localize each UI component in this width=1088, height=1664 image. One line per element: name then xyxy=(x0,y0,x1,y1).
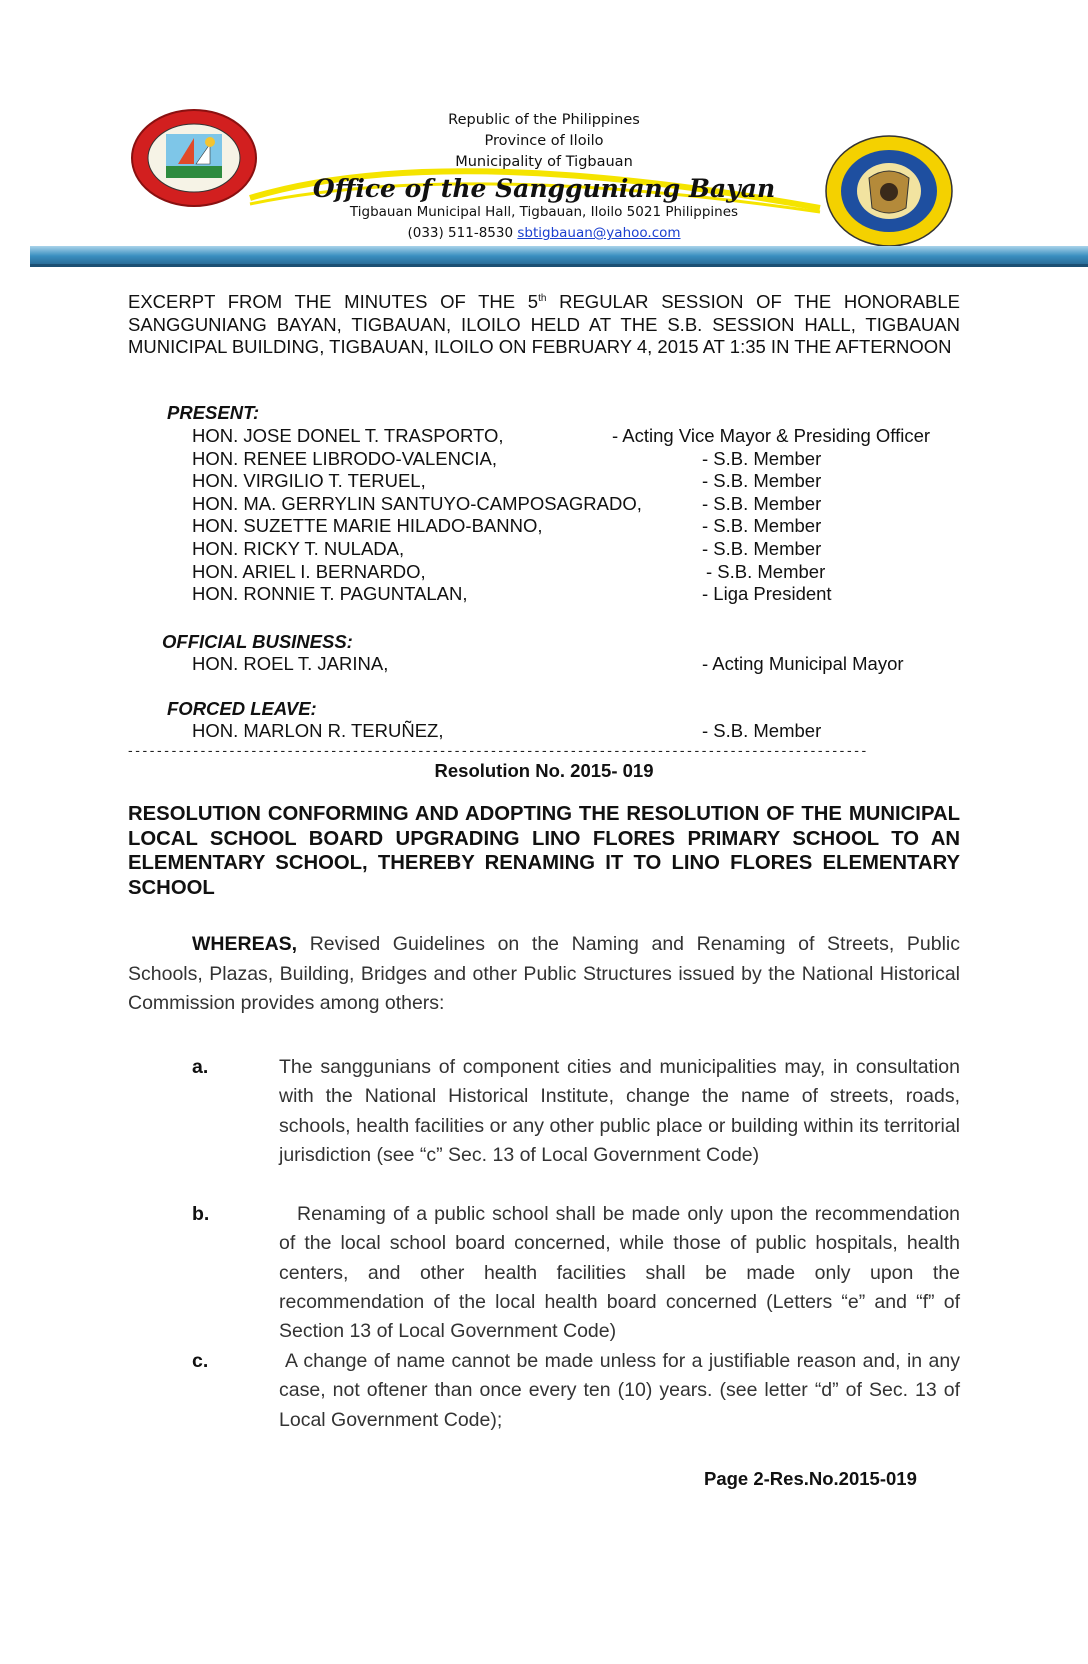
forced-leave-label: FORCED LEAVE: xyxy=(167,698,317,719)
item-c-text: A change of name cannot be made unless for a justifiable reason and, in any case, not oftener than once every ten (10) years. (see letter “d” of Sec. 13 of Local Government Code); xyxy=(279,1350,960,1431)
item-c-letter: c. xyxy=(192,1350,209,1372)
item-b-letter: b. xyxy=(192,1203,210,1225)
header-municipality: Municipality of Tigbauan xyxy=(455,154,633,170)
attendee-name: HON. RONNIE T. PAGUNTALAN, xyxy=(192,583,468,605)
header-phone: (033) 511-8530 xyxy=(407,225,514,241)
header-blue-rule xyxy=(30,264,1088,267)
header-address: Tigbauan Municipal Hall, Tigbauan, Iloilo 5021 Philippines xyxy=(349,204,739,220)
attendee-role: - S.B. Member xyxy=(706,560,826,582)
attendee-role: - S.B. Member xyxy=(702,538,822,559)
header-office-title: Office of the Sangguniang Bayan xyxy=(312,174,776,203)
attendee-role: - Acting Municipal Mayor xyxy=(702,653,904,674)
attendee-name: HON. MARLON R. TERUÑEZ, xyxy=(192,720,444,741)
item-b-text: Renaming of a public school shall be made only upon the recommendation of the local school board concerned, while those of public hospitals, health centers, and other health facilities shall be made only upon the recommendation of the local health board concerned (Letters “e” and “f” of Section 13 of Local Government Code) xyxy=(279,1203,960,1343)
attendee-role: - S.B. Member xyxy=(702,447,822,469)
excerpt-text-rest: REGULAR SESSION OF THE HONORABLE SANGGUNIANG BAYAN, TIGBAUAN, ILOILO HELD AT THE S.B. SESSION HALL, TIGBAUAN MUNICIPAL BUILDING, TIGBAUAN, ILOILO ON FEBRUARY 4, 2015 AT 1:35 IN THE AFTERNOON xyxy=(128,291,960,358)
item-a-text: The sanggunians of component cities and municipalities may, in consultation with the National Historical Institute, change the name of streets, roads, schools, health facilities or any other public place or building within its territorial jurisdiction (see “c” Sec. 13 of Local Government Code) xyxy=(279,1056,960,1166)
attendee-name: HON. RENEE LIBRODO-VALENCIA, xyxy=(192,447,497,469)
separator-dashed-line: ------------------------------------------------------------------------------------------------------ xyxy=(128,742,869,758)
attendee-role: - S.B. Member xyxy=(702,720,822,741)
attendee-name: HON. ROEL T. JARINA, xyxy=(192,653,389,674)
present-label: PRESENT: xyxy=(167,402,260,423)
excerpt-text-start: EXCERPT FROM THE MINUTES OF THE 5 xyxy=(128,291,539,313)
page-footer: Page 2-Res.No.2015-019 xyxy=(704,1468,917,1489)
attendee-name: HON. VIRGILIO T. TERUEL, xyxy=(192,470,426,492)
attendee-name: HON. ARIEL I. BERNARDO, xyxy=(192,560,426,582)
header-province: Province of Iloilo xyxy=(484,133,604,149)
attendee-name: HON. JOSE DONEL T. TRASPORTO, xyxy=(192,425,504,446)
attendee-role: - S.B. Member xyxy=(702,515,822,537)
attendee-name: HON. RICKY T. NULADA, xyxy=(192,538,405,559)
attendee-role: - Acting Vice Mayor & Presiding Officer xyxy=(612,425,931,446)
excerpt-superscript: th xyxy=(538,293,547,304)
whereas-text: Revised Guidelines on the Naming and Renaming of Streets, Public Schools, Plazas, Building, Bridges and other Public Structures issued by the National Historical Commission provides among others: xyxy=(128,933,960,1015)
header-email-link[interactable]: sbtigbauan@yahoo.com xyxy=(517,225,681,241)
minutes-excerpt-heading xyxy=(128,288,960,359)
whereas-label: WHEREAS, xyxy=(192,933,298,955)
item-a-letter: a. xyxy=(192,1056,209,1078)
attendee-role: - Liga President xyxy=(702,583,832,605)
resolution-number: Resolution No. 2015- 019 xyxy=(434,760,654,781)
whereas-paragraph xyxy=(128,930,960,1019)
header-country: Republic of the Philippines xyxy=(448,112,640,128)
resolution-title: RESOLUTION CONFORMING AND ADOPTING THE RESOLUTION OF THE MUNICIPAL LOCAL SCHOOL BOARD UPGRADING LINO FLORES PRIMARY SCHOOL TO AN ELEMENTARY SCHOOL, THEREBY RENAMING IT TO LINO FLORES ELEMENTARY SCHOOL xyxy=(128,803,960,899)
header-contact xyxy=(0,225,1088,241)
official-business-label: OFFICIAL BUSINESS: xyxy=(162,631,353,652)
attendee-name: HON. MA. GERRYLIN SANTUYO-CAMPOSAGRADO, xyxy=(192,492,642,514)
attendee-role: - S.B. Member xyxy=(702,470,822,492)
attendee-name: HON. SUZETTE MARIE HILADO-BANNO, xyxy=(192,515,543,537)
header-blue-bar xyxy=(30,246,1088,264)
attendee-role: - S.B. Member xyxy=(702,492,822,514)
